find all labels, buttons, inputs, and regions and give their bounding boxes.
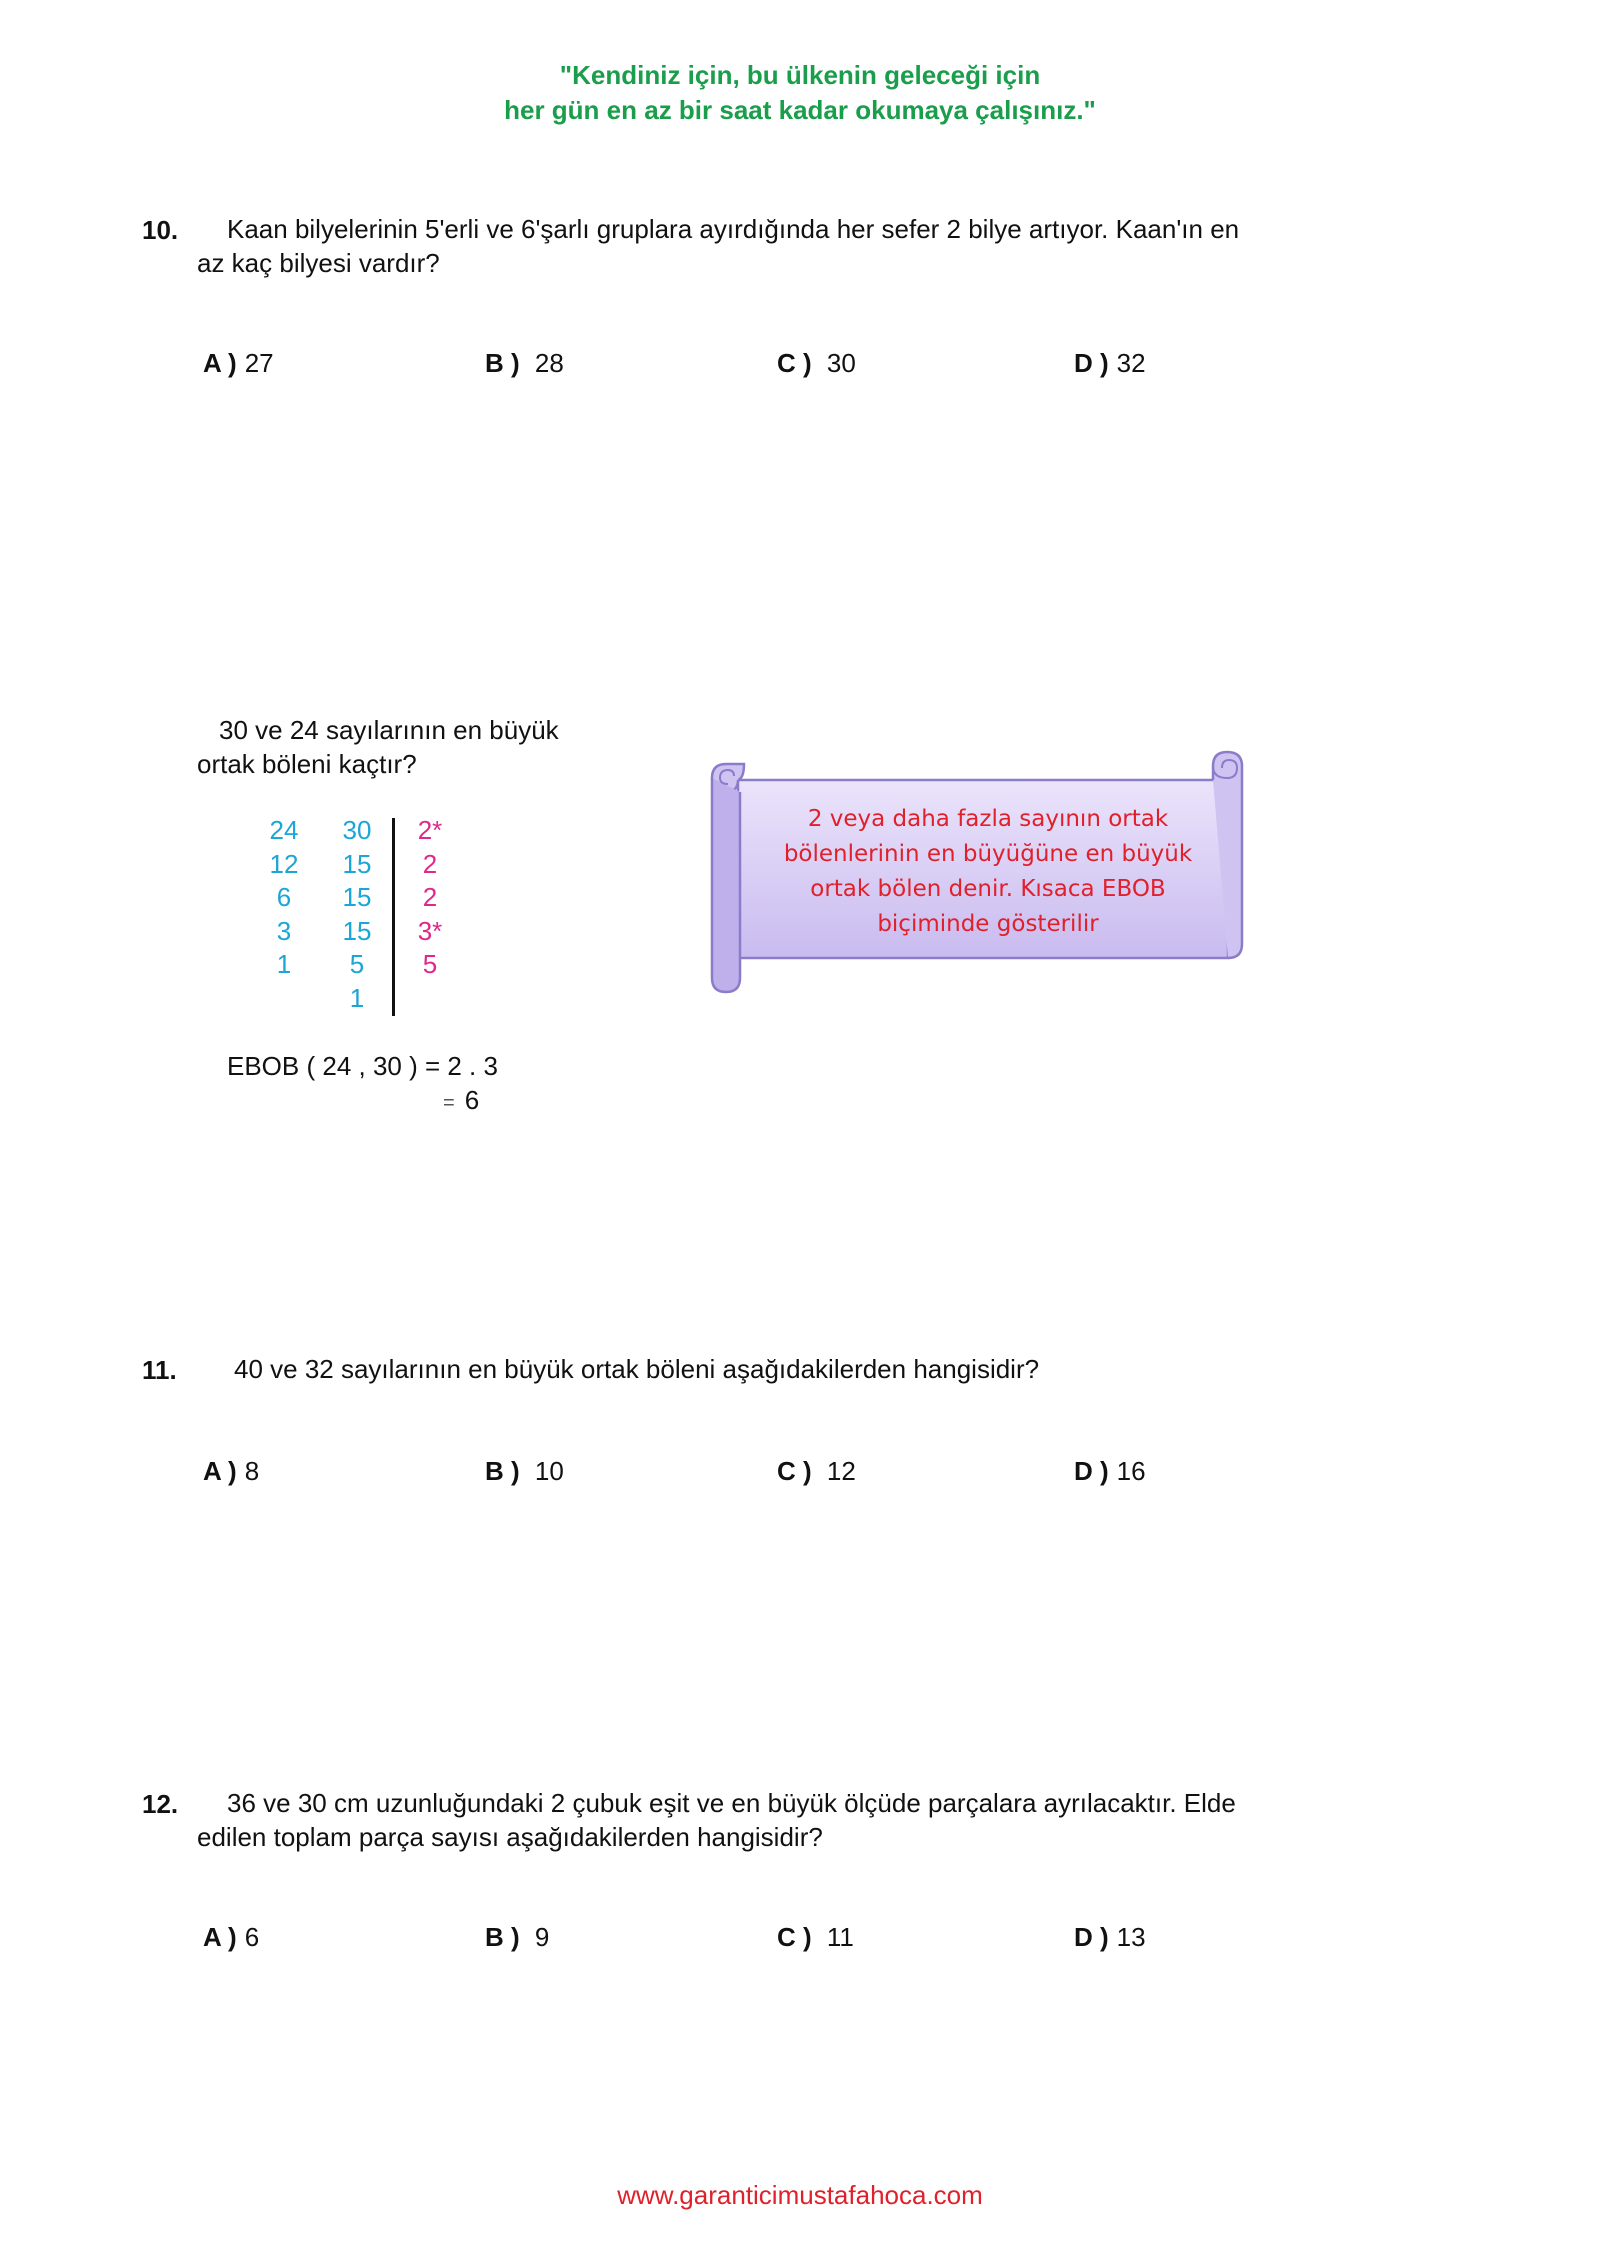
question-12-number: 12.: [142, 1789, 179, 1819]
ebob-expression: EBOB ( 24 , 30 ) = 2 . 3: [227, 1051, 498, 1081]
option-letter: C ): [777, 348, 812, 378]
factor-cell: 6: [276, 882, 292, 912]
definition-scroll: [708, 748, 1248, 998]
header-line-2: her gün en az bir saat kadar okumaya çalışınız.": [504, 95, 1096, 125]
option-letter: D ): [1074, 348, 1109, 378]
q10-option-b[interactable]: [485, 348, 564, 379]
option-value: 13: [1116, 1922, 1146, 1952]
factor-divider: [392, 818, 395, 1016]
option-letter: B ): [485, 1456, 520, 1486]
option-value: 10: [534, 1456, 564, 1486]
divisor-cell: 2: [422, 882, 438, 912]
option-letter: A ): [203, 348, 237, 378]
question-10-line-2: az kaç bilyesi vardır?: [197, 248, 440, 278]
option-value: 32: [1116, 348, 1146, 378]
divisor-cell: 5: [422, 949, 438, 979]
question-12-line-1: 36 ve 30 cm uzunluğundaki 2 çubuk eşit ve en büyük ölçüde parçalara ayrılacaktır. Elde: [227, 1788, 1236, 1818]
option-letter: B ): [485, 1922, 520, 1952]
factor-cell: 24: [269, 815, 299, 845]
divisor-cell: 2: [422, 848, 438, 879]
divisor-column: [405, 814, 455, 982]
definition-line: biçiminde gösterilir: [877, 911, 1099, 937]
question-10-number: 10.: [142, 215, 179, 245]
question-12-line-2: edilen toplam parça sayısı aşağıdakilerden hangisidir?: [197, 1822, 823, 1852]
q12-option-c[interactable]: [777, 1922, 854, 1953]
q11-option-c[interactable]: [777, 1456, 856, 1487]
option-value: 28: [534, 348, 564, 378]
definition-text: [758, 802, 1218, 942]
factor-cell: 15: [342, 848, 372, 879]
q10-option-d[interactable]: [1074, 348, 1146, 379]
option-letter: C ): [777, 1456, 812, 1486]
ebob-result: 6: [464, 1085, 480, 1115]
option-value: 11: [826, 1922, 854, 1952]
factor-cell: 5: [349, 949, 365, 979]
option-letter: C ): [777, 1922, 812, 1952]
factor-cell: 15: [342, 882, 372, 912]
definition-line: 2 veya daha fazla sayının ortak: [807, 806, 1169, 832]
factor-column-24: [259, 814, 309, 982]
definition-line: bölenlerinin en büyüğüne en büyük: [783, 841, 1193, 867]
option-letter: B ): [485, 348, 520, 378]
question-11-line-1: 40 ve 32 sayılarının en büyük ortak böleni aşağıdakilerden hangisidir?: [234, 1354, 1040, 1384]
factor-cell: 30: [342, 815, 372, 845]
factor-cell: 3: [276, 915, 292, 946]
option-letter: D ): [1074, 1456, 1109, 1486]
page-header: [0, 58, 1600, 128]
factor-cell: 12: [269, 848, 299, 879]
q12-option-d[interactable]: [1074, 1922, 1146, 1953]
header-line-1: "Kendiniz için, bu ülkenin geleceği için: [559, 60, 1041, 90]
divisor-cell: 2*: [417, 815, 443, 845]
option-value: 27: [244, 348, 274, 378]
option-value: 6: [244, 1922, 260, 1952]
option-value: 9: [534, 1922, 550, 1952]
q11-option-a[interactable]: [203, 1456, 259, 1487]
factor-column-30: [332, 814, 382, 1015]
divisor-cell: 3*: [417, 915, 443, 946]
ebob-result-line: [443, 1083, 479, 1120]
factor-cell: 15: [342, 915, 372, 946]
question-10-line-1: Kaan bilyelerinin 5'erli ve 6'şarlı gruplara ayırdığında her sefer 2 bilye artıyor. Kaan'ın en: [227, 214, 1240, 244]
q10-option-c[interactable]: [777, 348, 856, 379]
q12-option-a[interactable]: [203, 1922, 259, 1953]
q11-option-b[interactable]: [485, 1456, 564, 1487]
option-letter: A ): [203, 1456, 237, 1486]
option-value: 30: [826, 348, 856, 378]
factor-cell: 1: [276, 949, 292, 979]
q10-option-a[interactable]: [203, 348, 274, 379]
option-letter: A ): [203, 1922, 237, 1952]
example-question-line-2: ortak böleni kaçtır?: [197, 749, 417, 779]
definition-line: ortak bölen denir. Kısaca EBOB: [810, 876, 1166, 902]
option-value: 16: [1116, 1456, 1146, 1486]
factor-cell: 1: [349, 982, 365, 1013]
option-value: 8: [244, 1456, 260, 1486]
q12-option-b[interactable]: [485, 1922, 549, 1953]
footer-website-link[interactable]: www.garanticimustafahoca.com: [617, 2180, 983, 2210]
question-11-number: 11.: [142, 1355, 177, 1385]
example-question-line-1: 30 ve 24 sayılarının en büyük: [219, 715, 559, 745]
option-letter: D ): [1074, 1922, 1109, 1952]
q11-option-d[interactable]: [1074, 1456, 1146, 1487]
equals-sign: =: [443, 1092, 455, 1114]
option-value: 12: [826, 1456, 856, 1486]
